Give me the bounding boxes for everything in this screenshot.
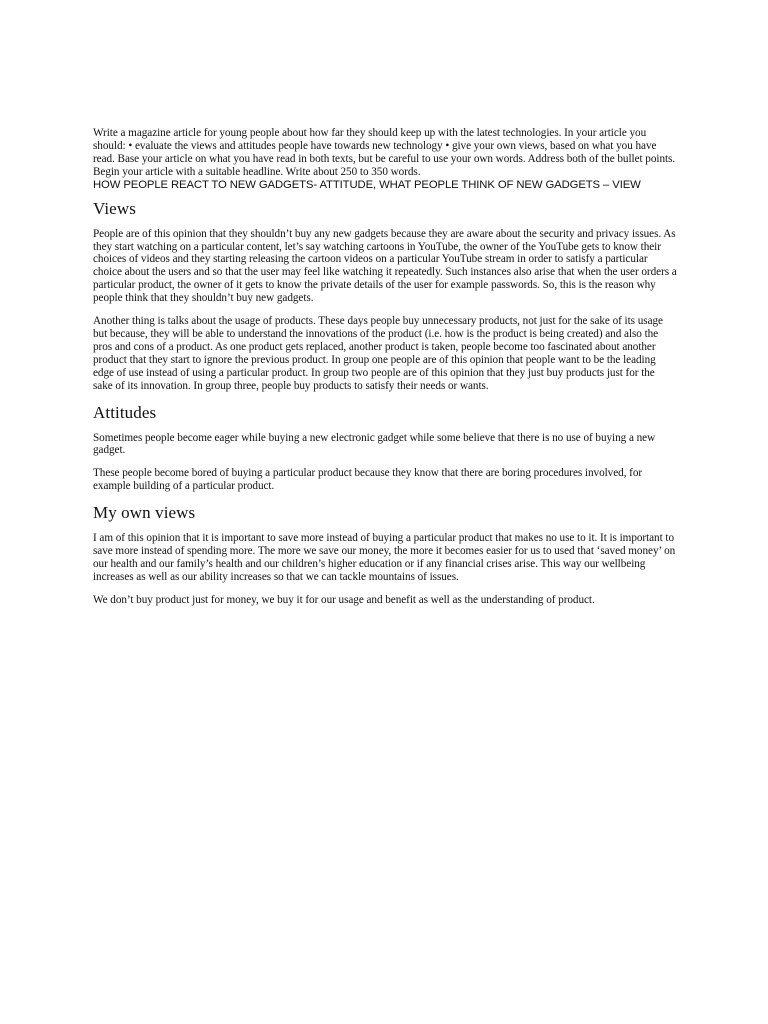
section-heading: Attitudes — [93, 402, 157, 422]
section-views — [93, 199, 677, 393]
paragraph: Another thing is talks about the usage of products. These days people buy unnecessary products, not just for the sake of its usage but because, they will be able to understand the innovations of the product (i.e. how is the product is being created) and also the pros and cons of a product. As one product gets replaced, another product is taken, people become too fascinated about another product that they start to ignore the previous product. In group one people are of this opinion that people want to be the leading edge of use instead of using a particular product. In group two people are of this opinion that they just buy products just for the sake of its innovation. In group three, people buy products to satisfy their needs or wants. — [93, 315, 663, 392]
article-headline: HOW PEOPLE REACT TO NEW GADGETS- ATTITUDE, WHAT PEOPLE THINK OF NEW GADGETS – VIEW — [93, 178, 641, 191]
paragraph: People are of this opinion that they shouldn’t buy any new gadgets because they are aware about the security and privacy issues. As they start watching on a particular content, let’s say watching cartoons in YouTube, the owner of the YouTube gets to know their choices of videos and they starting releasing the cartoon videos on a particular YouTube stream in order to satisfy a particular choice about the users and so that the user may feel like watching it repeatedly. Such instances also arise that when the user orders a particular product, the owner of it gets to know the private details of the user for example passwords. So, this is the reason why people think that they shouldn’t buy new gadgets. — [93, 227, 677, 305]
section-heading: Views — [93, 198, 136, 218]
paragraph: These people become bored of buying a particular product because they know that there are boring procedures involved, for example building of a particular product. — [93, 467, 643, 493]
paragraph: Sometimes people become eager while buying a new electronic gadget while some believe that there is no use of buying a new gadget. — [93, 431, 656, 457]
paragraph: I am of this opinion that it is important to save more instead of buying a particular product that makes no use to it. It is important to save more instead of spending more. The more we save our money, the more it becomes easier for us to used that ‘saved money’ on our health and our family’s health and our children’s higher education or if any financial crises arise. This way our wellbeing increases as well as our ability increases so that we can tackle mountains of issues. — [93, 532, 676, 583]
section-attitudes — [93, 403, 677, 494]
paragraph: We don’t buy product just for money, we buy it for our usage and benefit as well as the understanding of product. — [93, 593, 595, 606]
section-heading: My own views — [93, 503, 196, 523]
document-page — [93, 127, 677, 617]
assignment-prompt: Write a magazine article for young people about how far they should keep up with the latest technologies. In your article you should: • evaluate the views and attitudes people have towards new technology • give your own views, based on what you have read. Base your article on what you have read in both texts, but be careful to use your own words. Address both of the bullet points. Begin your article with a suitable headline. Write about 250 to 350 words. — [93, 127, 676, 178]
section-my-own-views — [93, 503, 677, 607]
